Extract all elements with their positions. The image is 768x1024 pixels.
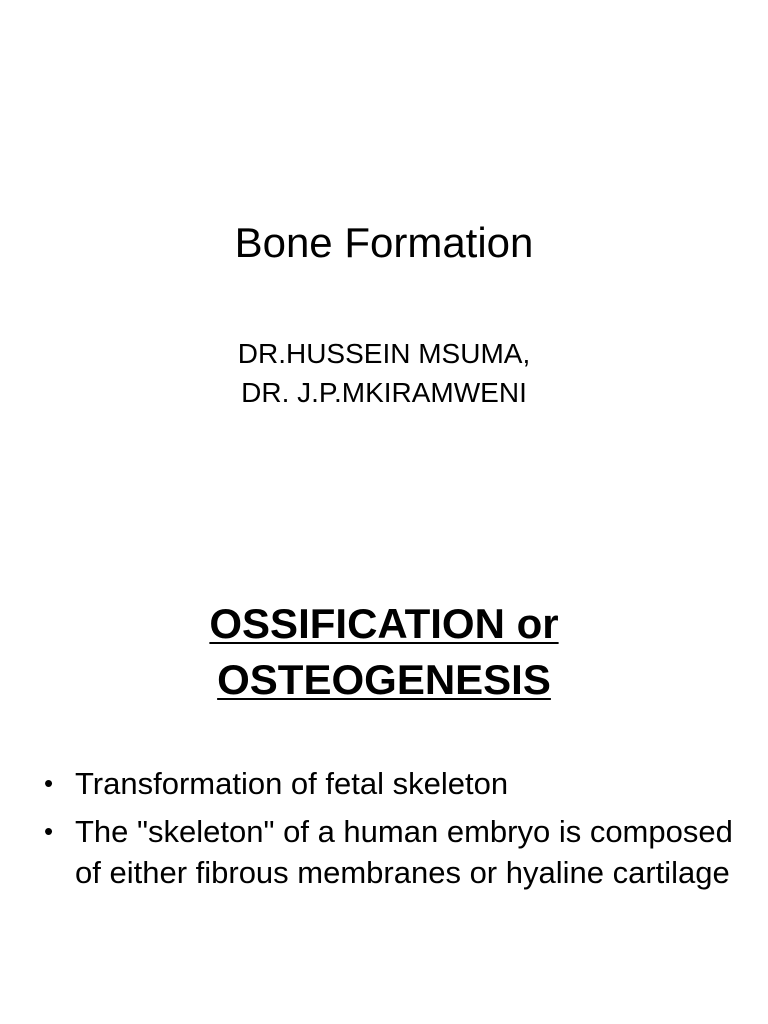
author-list xyxy=(0,334,768,412)
bullet-text: Transformation of fetal skeleton xyxy=(75,766,509,801)
list-item xyxy=(40,811,740,893)
section-heading xyxy=(0,596,768,708)
bullet-icon: • xyxy=(44,816,54,846)
bullet-text: The "skeleton" of a human embryo is composed of either fibrous membranes or hyaline cartilage xyxy=(75,814,733,890)
slide-title: Bone Formation xyxy=(234,219,534,266)
bullet-icon: • xyxy=(44,768,54,798)
list-item xyxy=(40,763,740,804)
author-name: DR. J.P.MKIRAMWENI xyxy=(241,377,527,408)
author-name: DR.HUSSEIN MSUMA, xyxy=(237,338,531,369)
section-heading-line: OSSIFICATION or xyxy=(209,600,559,647)
section-heading-line: OSTEOGENESIS xyxy=(217,656,551,703)
bullet-list xyxy=(40,763,740,900)
